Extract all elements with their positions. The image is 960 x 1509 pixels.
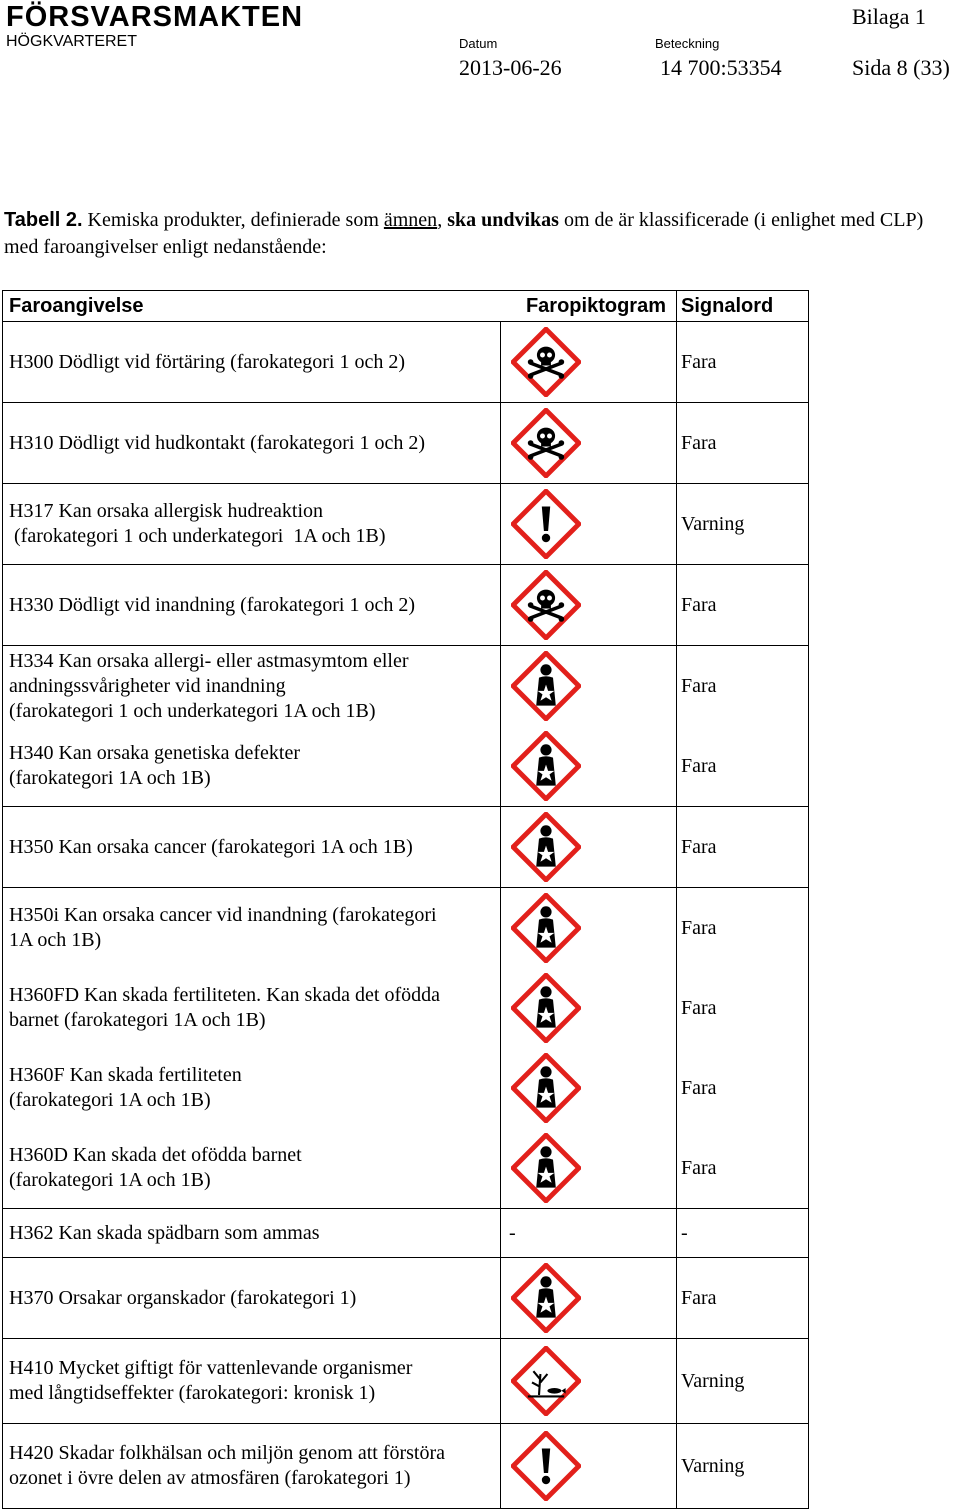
reference-value: 14 700:53354 (660, 55, 782, 80)
hazard-statement-line: H360F Kan skada fertiliteten (9, 1064, 242, 1086)
signal-word: - (677, 1209, 809, 1258)
intro-text-2: , (437, 209, 443, 231)
signal-word: Fara (677, 1258, 809, 1339)
hazard-statement-line: H420 Skadar folkhälsan och miljön genom att förstöra (9, 1442, 446, 1464)
hazard-pictogram-cell (501, 565, 677, 646)
signal-word: Fara (677, 1128, 809, 1209)
organization-unit: HÖGKVARTERET (6, 33, 137, 50)
hazard-row (3, 1128, 809, 1209)
signal-word: Varning (677, 484, 809, 565)
header-statement: Faroangivelse (3, 291, 501, 322)
intro-text-3: om de är klassificerade (i enlighet med CLP) med faroangivelser enligt nedanstående: (4, 209, 924, 258)
signal-word: Fara (677, 403, 809, 484)
hazard-pictogram-cell (501, 1128, 677, 1209)
hazard-statement-line: (farokategori 1 och underkategori 1A och 1B) (9, 525, 386, 547)
date-label: Datum (459, 36, 498, 51)
reference-label: Beteckning (655, 36, 720, 51)
no-pictogram-dash: - (509, 1221, 516, 1244)
hazard-statement-line: H350i Kan orsaka cancer vid inandning (farokategori (9, 904, 437, 926)
intro-link-word: ämnen (383, 209, 438, 231)
hazard-row (3, 807, 809, 888)
hazard-statement (3, 1339, 501, 1424)
hazard-pictogram-cell (501, 888, 677, 969)
hazard-statement-line: H334 Kan orsaka allergi- eller astmasymtom eller (9, 649, 409, 672)
hazard-statement (3, 484, 501, 565)
hazard-pictogram-cell (501, 1339, 677, 1424)
hazard-row (3, 565, 809, 646)
hazard-row (3, 646, 809, 727)
hazard-statement-line: H350 Kan orsaka cancer (farokategori 1A och 1B) (9, 835, 413, 858)
signal-word: Fara (677, 807, 809, 888)
header-signal: Signalord (677, 291, 809, 322)
hazard-row (3, 1339, 809, 1424)
hazard-statement-line: (farokategori 1 och underkategori 1A och 1B) (9, 699, 376, 722)
health-hazard-icon (511, 973, 581, 1043)
intro-bold-text: ska undvikas (447, 209, 559, 231)
health-hazard-icon (511, 1053, 581, 1123)
skull-crossbones-icon (511, 408, 581, 478)
hazard-pictogram-cell (501, 726, 677, 807)
hazard-statement (3, 1048, 501, 1128)
hazard-pictogram-cell (501, 322, 677, 403)
hazard-statement-line: H317 Kan orsaka allergisk hudreaktion (9, 500, 323, 522)
hazard-statement-line: ozonet i övre delen av atmosfären (farokategori 1) (9, 1467, 411, 1489)
table-label: Tabell 2. (4, 209, 83, 231)
organization-name: FÖRSVARSMAKTEN (6, 1, 304, 33)
hazard-statement-line: H310 Dödligt vid hudkontakt (farokategori 1 och 2) (9, 431, 426, 454)
hazard-statement-line: H410 Mycket giftigt för vattenlevande organismer (9, 1357, 413, 1379)
hazard-statement (3, 1424, 501, 1509)
hazard-statement-line: H300 Dödligt vid förtäring (farokategori 1 och 2) (9, 350, 406, 373)
health-hazard-icon (511, 1263, 581, 1333)
signal-word: Fara (677, 565, 809, 646)
health-hazard-icon (511, 651, 581, 721)
hazard-pictogram-cell (501, 403, 677, 484)
hazard-statement (3, 1258, 501, 1339)
hazard-pictogram-cell (501, 807, 677, 888)
hazard-statement-line: (farokategori 1A och 1B) (9, 1089, 211, 1111)
hazard-statement-line: H330 Dödligt vid inandning (farokategori 1 och 2) (9, 593, 416, 616)
hazard-statement (3, 968, 501, 1048)
hazard-row (3, 726, 809, 807)
health-hazard-icon (511, 1133, 581, 1203)
hazard-statement (3, 322, 501, 403)
hazard-statement-line: H360D Kan skada det ofödda barnet (9, 1144, 302, 1166)
health-hazard-icon (511, 812, 581, 882)
hazard-statement (3, 646, 501, 727)
hazard-statement-line: barnet (farokategori 1A och 1B) (9, 1009, 266, 1031)
hazard-statement-line: 1A och 1B) (9, 929, 102, 951)
page-number: Sida 8 (33) (852, 55, 950, 80)
hazard-row (3, 322, 809, 403)
hazard-statement (3, 1128, 501, 1209)
hazard-statement-line: andningssvårigheter vid inandning (9, 674, 286, 697)
exclamation-icon (511, 1431, 581, 1501)
hazard-pictogram-cell (501, 1048, 677, 1128)
hazard-statement-line: H340 Kan orsaka genetiska defekter (9, 742, 300, 764)
hazard-row (3, 1209, 809, 1258)
signal-word: Fara (677, 1048, 809, 1128)
hazard-statement-line: med långtidseffekter (farokategori: kronisk 1) (9, 1382, 376, 1404)
hazard-statement (3, 726, 501, 807)
hazard-pictogram-cell (501, 1258, 677, 1339)
health-hazard-icon (511, 893, 581, 963)
signal-word: Fara (677, 968, 809, 1048)
hazard-row (3, 1424, 809, 1509)
hazard-pictogram-cell (501, 646, 677, 727)
hazard-statement-line: H370 Orsakar organskador (farokategori 1) (9, 1286, 357, 1309)
hazard-pictogram-cell (501, 1424, 677, 1509)
hazard-pictogram-cell (501, 968, 677, 1048)
date-value: 2013-06-26 (459, 55, 562, 80)
hazard-row (3, 1258, 809, 1339)
header-pictogram: Faropiktogram (501, 291, 677, 322)
hazard-statement (3, 888, 501, 969)
hazard-statement-line: (farokategori 1A och 1B) (9, 1169, 211, 1191)
hazard-pictogram-cell (501, 1209, 677, 1258)
signal-word: Fara (677, 322, 809, 403)
intro-text-1: Kemiska produkter, definierade som (87, 209, 379, 231)
hazard-row (3, 1048, 809, 1128)
hazard-statement-line: H360FD Kan skada fertiliteten. Kan skada det ofödda (9, 984, 440, 1006)
hazard-statement (3, 1209, 501, 1258)
signal-word: Fara (677, 888, 809, 969)
environment-icon (511, 1346, 581, 1416)
signal-word: Fara (677, 646, 809, 727)
hazard-statement (3, 403, 501, 484)
hazard-row (3, 484, 809, 565)
skull-crossbones-icon (511, 327, 581, 397)
hazard-table (2, 290, 809, 1509)
signal-word: Fara (677, 726, 809, 807)
exclamation-icon (511, 489, 581, 559)
hazard-statement-line: (farokategori 1A och 1B) (9, 767, 211, 789)
hazard-statement (3, 565, 501, 646)
table-intro (4, 207, 944, 261)
hazard-pictogram-cell (501, 484, 677, 565)
hazard-row (3, 968, 809, 1048)
signal-word: Varning (677, 1424, 809, 1509)
hazard-row (3, 403, 809, 484)
signal-word: Varning (677, 1339, 809, 1424)
hazard-row (3, 888, 809, 969)
health-hazard-icon (511, 731, 581, 801)
appendix-label: Bilaga 1 (852, 4, 926, 29)
hazard-statement-line: H362 Kan skada spädbarn som ammas (9, 1221, 320, 1244)
hazard-statement (3, 807, 501, 888)
skull-crossbones-icon (511, 570, 581, 640)
